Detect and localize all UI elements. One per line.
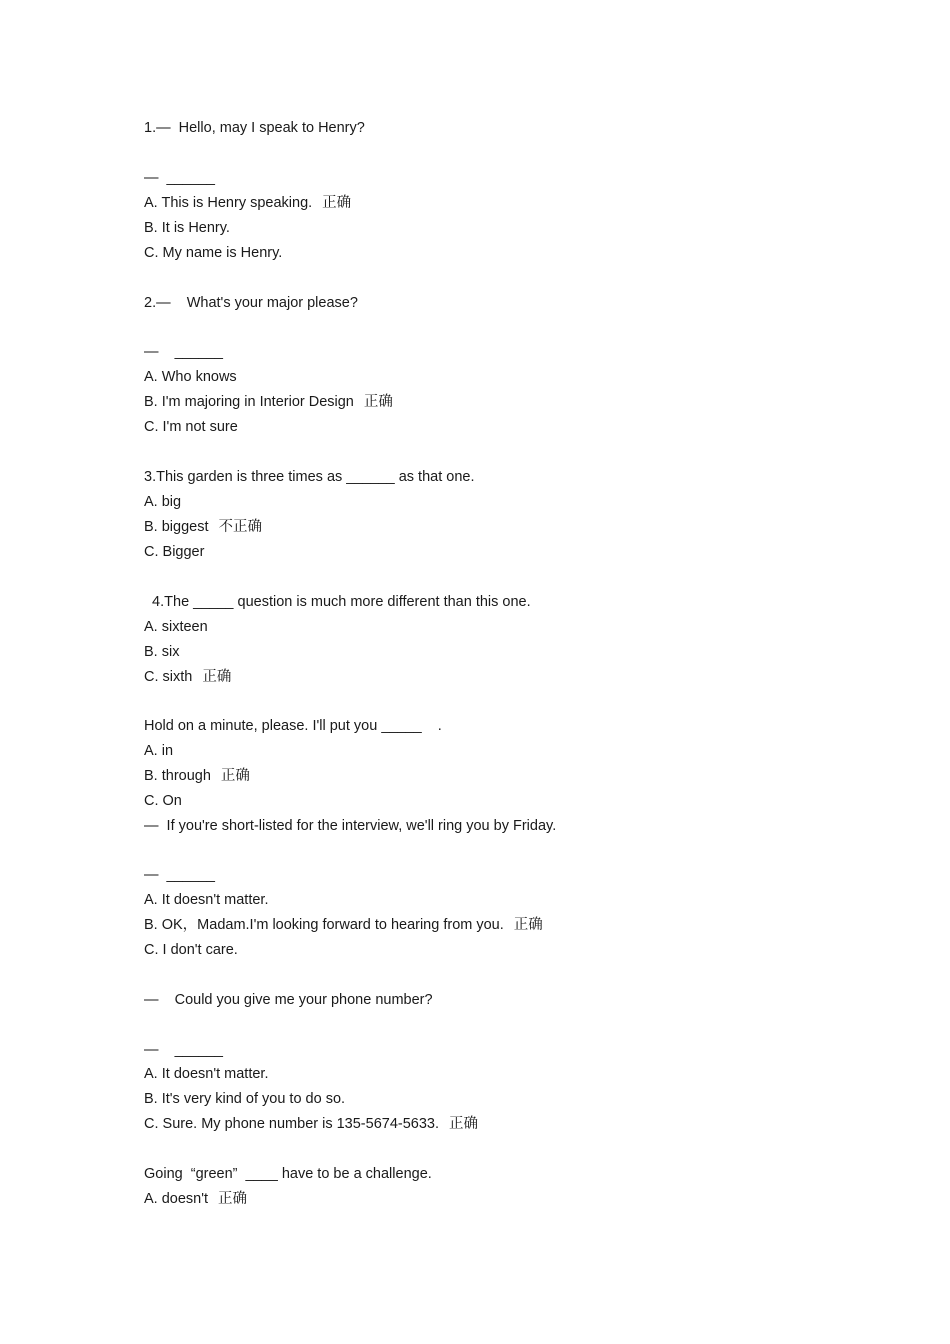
question-1-blank: — ______ xyxy=(144,170,215,186)
question-5-option-a: A. in xyxy=(144,743,174,759)
incorrect-mark: 不正确 xyxy=(218,519,262,535)
question-2-option-b: B. I'm majoring in Interior Design 正确 xyxy=(144,394,393,410)
question-6-blank: — ______ xyxy=(144,867,215,883)
question-4-option-c: C. sixth 正确 xyxy=(144,669,232,685)
question-6-option-a: A. It doesn't matter. xyxy=(144,892,269,908)
question-5-option-c: C. On xyxy=(144,793,182,809)
question-7-option-c: C. Sure. My phone number is 135-5674-5633. 正确 xyxy=(144,1116,479,1132)
question-3-option-a: A. big xyxy=(144,494,182,510)
question-3-prompt: 3.This garden is three times as ______ as that one. xyxy=(144,469,475,485)
question-6-option-c: C. I don't care. xyxy=(144,942,238,958)
question-3-option-b: B. biggest 不正确 xyxy=(144,519,262,535)
question-5-option-b: B. through 正确 xyxy=(144,768,250,784)
question-1-option-a: A. This is Henry speaking. 正确 xyxy=(144,195,352,211)
question-6-option-b: B. OK，Madam.I'm looking forward to hearing from you. 正确 xyxy=(144,917,543,933)
question-1-option-c: C. My name is Henry. xyxy=(144,245,283,261)
correct-mark: 正确 xyxy=(202,669,232,685)
correct-mark: 正确 xyxy=(220,768,250,784)
question-4-prompt: 4.The _____ question is much more different than this one. xyxy=(144,594,531,610)
question-7-option-a: A. It doesn't matter. xyxy=(144,1066,269,1082)
question-1-prompt: 1.— Hello, may I speak to Henry? xyxy=(144,120,365,136)
question-2-blank: — ______ xyxy=(144,344,223,360)
question-2-option-c: C. I'm not sure xyxy=(144,419,238,435)
question-2-option-a: A. Who knows xyxy=(144,369,237,385)
question-7-option-b: B. It's very kind of you to do so. xyxy=(144,1091,346,1107)
correct-mark: 正确 xyxy=(449,1116,479,1132)
correct-mark: 正确 xyxy=(513,917,543,933)
correct-mark: 正确 xyxy=(363,394,393,410)
question-7-blank: — ______ xyxy=(144,1042,223,1058)
question-8-prompt: Going “green” ____ have to be a challenge. xyxy=(144,1166,432,1182)
correct-mark: 正确 xyxy=(322,195,352,211)
question-8-option-a: A. doesn't 正确 xyxy=(144,1191,248,1207)
question-1-option-b: B. It is Henry. xyxy=(144,220,230,236)
question-7-prompt: — Could you give me your phone number? xyxy=(144,992,433,1008)
question-6-prompt: — If you're short-listed for the interview, we'll ring you by Friday. xyxy=(144,818,557,834)
correct-mark: 正确 xyxy=(218,1191,248,1207)
question-4-option-a: A. sixteen xyxy=(144,619,208,635)
question-2-prompt: 2.— What's your major please? xyxy=(144,295,358,311)
question-3-option-c: C. Bigger xyxy=(144,544,205,560)
question-5-prompt: Hold on a minute, please. I'll put you _____ . xyxy=(144,718,442,734)
question-4-option-b: B. six xyxy=(144,644,180,660)
